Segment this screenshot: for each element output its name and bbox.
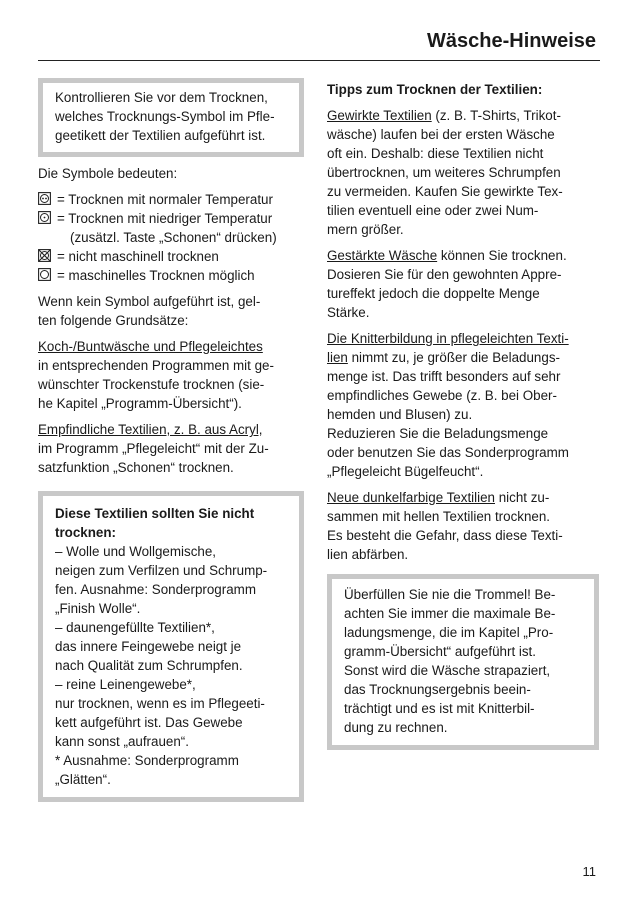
symbol-row: [38, 247, 304, 266]
symbol-legend: [38, 190, 304, 285]
text-line: [327, 246, 599, 265]
symbols-intro: Die Symbole bedeuten:: [38, 166, 178, 181]
text-line: Es besteht die Gefahr, dass diese Texti-: [327, 528, 563, 543]
text-fragment: können Sie trocknen.: [437, 248, 567, 263]
text-line: das innere Feingewebe neigt je: [55, 639, 242, 654]
text-line: kann sonst „aufrauen“.: [55, 734, 189, 749]
text-line: „Pflegeleicht Bügelfeucht“.: [327, 464, 484, 479]
rules-intro: [38, 292, 304, 330]
symbol-row: [38, 190, 304, 209]
text-line: lien abfärben.: [327, 547, 409, 562]
warning-item-title: – daunengefüllte Textilien*,: [55, 620, 215, 635]
text-line: mern größer.: [327, 222, 404, 237]
text-line: oft ein. Deshalb: diese Textilien nicht: [327, 146, 544, 161]
left-column: [38, 78, 304, 802]
text-line: ladungsmenge, die im Kapitel „Pro-: [344, 625, 554, 640]
text-line: menge ist. Das trifft besonders auf sehr: [327, 369, 561, 384]
tip-creasing: [327, 329, 599, 481]
text-line: wäsche) laufen bei der ersten Wäsche: [327, 127, 555, 142]
warning-title: Diese Textilien sollten Sie nicht: [55, 506, 255, 521]
tip-starched: [327, 246, 599, 322]
tip-heading: Gestärkte Wäsche: [327, 248, 438, 263]
tips-title: Tipps zum Trocknen der Textilien:: [327, 82, 543, 97]
text-line: übertrocknen, um weiteres Schrumpfen: [327, 165, 561, 180]
page-header-title: Wäsche-Hinweise: [427, 30, 596, 52]
do-not-dry-warning: [38, 491, 304, 802]
text-line: nur trocknen, wenn es im Pflegeeti-: [55, 696, 265, 711]
symbol-text: = nicht maschinell trocknen: [57, 249, 219, 264]
dryer-normal-temp-icon: [38, 192, 51, 206]
text-line: das Trocknungsergebnis beein-: [344, 682, 531, 697]
warning-title: trocknen:: [55, 525, 117, 540]
text-line: Reduzieren Sie die Beladungsmenge: [327, 426, 549, 441]
text-line: [327, 106, 599, 125]
text-line: wünschter Trockenstufe trocknen (sie-: [38, 377, 265, 392]
dryer-low-temp-icon: [38, 211, 51, 225]
text-line: nach Qualität zum Schrumpfen.: [55, 658, 243, 673]
text-line: [327, 488, 599, 507]
text-line: fen. Ausnahme: Sonderprogramm: [55, 582, 256, 597]
text-line: sammen mit hellen Textilien trocknen.: [327, 509, 551, 524]
dryer-not-allowed-icon: [38, 249, 51, 263]
symbol-text-continued: (zusätzl. Taste „Schonen“ drücken): [70, 230, 277, 245]
tip-heading: Gewirkte Textilien: [327, 108, 432, 123]
symbol-text: = maschinelles Trocknen möglich: [57, 268, 255, 283]
text-line: dung zu rechnen.: [344, 720, 448, 735]
text-line: Stärke.: [327, 305, 370, 320]
symbol-row: [38, 266, 304, 285]
note-line: geetikett der Textilien aufgeführt ist.: [55, 128, 266, 143]
text-line: kett aufgeführt ist. Das Gewebe: [55, 715, 243, 730]
check-label-note: [38, 78, 304, 157]
tip-heading: Die Knitterbildung in pflegeleichten Texti-: [327, 331, 569, 346]
rule-delicate: [38, 420, 304, 477]
text-line: Dosieren Sie für den gewohnten Appre-: [327, 267, 562, 282]
page-number: 11: [582, 864, 596, 879]
text-line: gramm-Übersicht“ aufgeführt ist.: [344, 644, 536, 659]
text-line: neigen zum Verfilzen und Schrump-: [55, 563, 268, 578]
text-line: [327, 348, 599, 367]
right-column: [327, 78, 599, 750]
text-line: Wenn kein Symbol aufgeführt ist, gel-: [38, 294, 261, 309]
symbol-text: = Trocknen mit niedriger Temperatur: [57, 211, 273, 226]
text-line: ten folgende Grundsätze:: [38, 313, 189, 328]
text-line: achten Sie immer die maximale Be-: [344, 606, 556, 621]
rule-heading: Empfindliche Textilien, z. B. aus Acryl,: [38, 422, 263, 437]
text-line: Überfüllen Sie nie die Trommel! Be-: [344, 587, 556, 602]
note-line: Kontrollieren Sie vor dem Trocknen,: [55, 90, 268, 105]
note-line: welches Trocknungs-Symbol im Pfle-: [55, 109, 275, 124]
footnote-line: * Ausnahme: Sonderprogramm: [55, 753, 239, 768]
text-line: satzfunktion „Schonen“ trocknen.: [38, 460, 234, 475]
rule-heading: Koch-/Buntwäsche und Pflegeleichtes: [38, 339, 263, 354]
warning-item-title: – reine Leinengewebe*,: [55, 677, 196, 692]
text-line: „Finish Wolle“.: [55, 601, 141, 616]
text-line: hemden und Blusen) zu.: [327, 407, 473, 422]
text-line: he Kapitel „Programm-Übersicht“).: [38, 396, 242, 411]
header-rule: [38, 60, 600, 61]
text-line: in entsprechenden Programmen mit ge-: [38, 358, 274, 373]
text-line: im Programm „Pflegeleicht“ mit der Zu-: [38, 441, 269, 456]
footnote-line: „Glätten“.: [55, 772, 111, 787]
text-line: zu vermeiden. Kaufen Sie gewirkte Tex-: [327, 184, 563, 199]
tip-heading: Neue dunkelfarbige Textilien: [327, 490, 495, 505]
tip-dark-textiles: [327, 488, 599, 564]
text-line: tureffekt jedoch die doppelte Menge: [327, 286, 540, 301]
text-line: oder benutzen Sie das Sonderprogramm: [327, 445, 569, 460]
symbol-row: [38, 209, 304, 228]
overfill-warning: [327, 574, 599, 750]
dryer-allowed-icon: [38, 268, 51, 282]
text-line: Sonst wird die Wäsche strapaziert,: [344, 663, 551, 678]
text-line: tilien eventuell eine oder zwei Num-: [327, 203, 539, 218]
text-line: empfindliches Gewebe (z. B. bei Ober-: [327, 388, 557, 403]
text-fragment: (z. B. T-Shirts, Trikot-: [431, 108, 561, 123]
warning-item-title: – Wolle und Wollgemische,: [55, 544, 217, 559]
tip-knitted: [327, 106, 599, 239]
rule-colored-wash: [38, 337, 304, 413]
text-fragment: nimmt zu, je größer die Beladungs-: [347, 350, 560, 365]
symbol-text: = Trocknen mit normaler Temperatur: [57, 192, 273, 207]
tip-heading: lien: [327, 350, 348, 365]
text-line: trächtigt und es ist mit Knitterbil-: [344, 701, 535, 716]
text-fragment: nicht zu-: [495, 490, 550, 505]
